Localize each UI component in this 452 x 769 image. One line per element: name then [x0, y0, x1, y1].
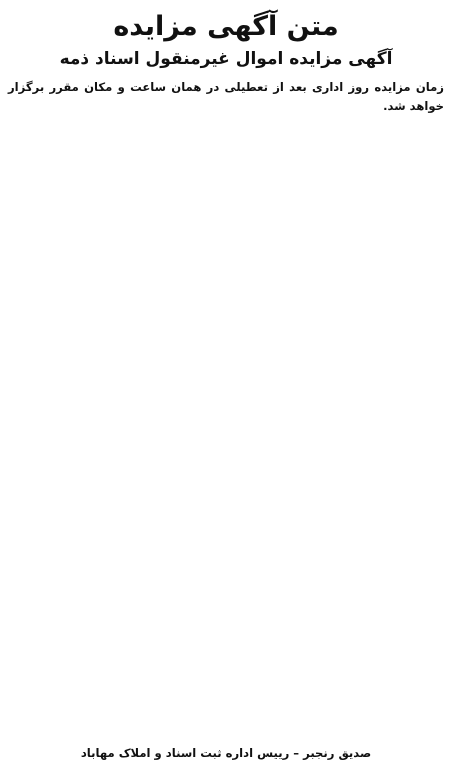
notice-subtitle: آگهی مزایده اموال غیرمنقول اسناد ذمه: [59, 49, 393, 69]
notice-title: متن آگهی مزایده: [113, 11, 339, 42]
notice-signature: صدیق رنجبر – رییس اداره ثبت اسناد و املاک مهاباد: [80, 746, 372, 760]
notice-body: [8, 78, 444, 742]
notice-paragraph-4: زمان مزایده روز اداری بعد از تعطیلی در همان ساعت و مکان مقرر برگزار خواهد شد.: [8, 80, 444, 114]
